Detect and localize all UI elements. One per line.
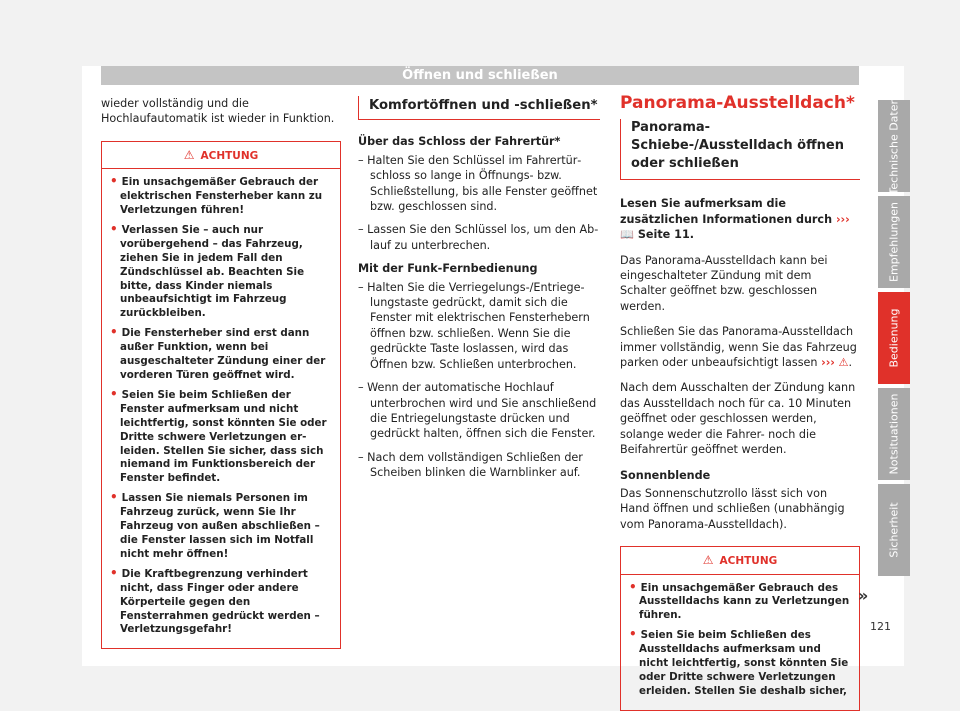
page-header: Öffnen und schließen (101, 66, 859, 85)
tab-technische-daten[interactable] (878, 97, 910, 195)
lead-text (620, 196, 860, 242)
section-title: Panorama-Schiebe-/Ausstelldach öffnen oder schließen (620, 119, 860, 180)
tab-label: Notsituationen (887, 393, 901, 475)
chapter-title: Panorama-Ausstelldach* (620, 93, 855, 113)
warning-item: • Seien Sie beim Schließen der Fenster aufmerksam und nicht leichtfertig, sonst könnten Sie oder Dritte schwere Verletzungen erleiden. Stellen Sie sicher, dass sich niemand im Funktionsbereich der Fenster befindet. (110, 388, 332, 486)
warning-triangle-icon: ⚠ (838, 356, 849, 370)
warning-item: • Lassen Sie niemals Personen im Fahrzeug zurück, wenn Sie Ihr Fahrzeug von außen abschließen – die Fenster lassen sich im Notfall nicht mehr öffnen! (110, 491, 332, 562)
warning-title: ACHTUNG (200, 149, 259, 162)
warning-item: • Die Fensterheber sind erst dann außer Funktion, wenn bei ausgeschalteter Zündung einer der vorderen Türen geöffnet wird. (110, 326, 332, 383)
warning-item: • Ein unsachgemäßer Gebrauch des Ausstelldachs kann zu Verletzungen führen. (629, 581, 851, 624)
section-title: Komfortöffnen und -schließen* (358, 96, 600, 120)
page-reference-link[interactable]: Seite 11. (637, 228, 694, 242)
column-middle (358, 96, 600, 489)
tab-notsituationen[interactable] (878, 388, 910, 480)
warning-list (621, 575, 859, 699)
warning-triangle-icon: ⚠ (702, 553, 714, 568)
tab-label: Technische Daten (887, 97, 901, 195)
tab-bedienung[interactable] (878, 292, 910, 384)
paragraph: Das Sonnenschutzrollo lässt sich von Hand öffnen und schließen (unabhängig vom Panorama-Ausstelldach). (620, 486, 845, 531)
column-right (620, 93, 860, 711)
warning-item: • Die Kraftbegrenzung verhindert nicht, dass Finger oder andere Körperteile gegen den Fensterrahmen gedrückt werden – Verletzungsgefahr! (110, 567, 332, 638)
chapter-tabs (878, 97, 910, 580)
warning-box (620, 546, 860, 711)
paragraph: Nach dem Ausschalten der Zündung kann das Ausstelldach noch für ca. 10 Minuten geöffnet oder geschlossen werden, solange weder die Fahrer- noch die Beifahrertür geöffnet werden. (620, 381, 856, 457)
book-icon: 📖 (620, 228, 634, 242)
paragraph: Das Panorama-Ausstelldach kann bei eingeschalteter Zündung mit dem Schalter geöffnet bzw. geschlossen werden. (620, 253, 828, 313)
tab-label: Bedienung (887, 308, 901, 368)
subheading: Sonnenblende (620, 468, 711, 482)
warning-box (101, 141, 341, 650)
step-item: – Wenn der automatische Hochlauf unterbrochen wird und Sie anschließend die Entriegelungstaste drücken und gedrückt halten, öffnen sich die Fenster. (358, 381, 597, 441)
warning-item: • Seien Sie beim Schließen des Ausstelldachs aufmerksam und nicht leichtfertig, sonst könnten Sie oder Dritte schwere Verletzungen erleiden. Stellen Sie deshalb sicher, (629, 628, 851, 699)
tab-label: Empfehlungen (887, 202, 901, 282)
continue-arrow-icon: » (858, 586, 869, 605)
tab-empfehlungen[interactable] (878, 196, 910, 288)
warning-triangle-icon: ⚠ (183, 147, 195, 162)
warning-title: ACHTUNG (719, 555, 778, 568)
step-item: – Nach dem vollständigen Schließen der Scheiben blinken die Warnblinker auf. (358, 450, 583, 480)
warning-header (621, 547, 859, 574)
paragraph: Schließen Sie das Panorama-Ausstelldach immer vollständig, wenn Sie das Fahrzeug parken oder unbeaufsichtigt lassen ››› ⚠. (620, 325, 857, 370)
reference-arrow-icon: ››› (835, 212, 850, 226)
tab-label: Sicherheit (887, 502, 901, 558)
paragraph-body: Schließen Sie das Panorama-Ausstelldach immer vollständig, wenn Sie das Fahrzeug parken oder unbeaufsichtigt lassen (620, 325, 857, 370)
warning-item: • Ein unsachgemäßer Gebrauch der elektrischen Fensterheber kann zu Verletzungen führen! (110, 175, 332, 218)
intro-text: wieder vollständig und die Hochlaufautomatik ist wieder in Funktion. (101, 97, 335, 126)
lead-text-body: Lesen Sie aufmerksam die zusätzlichen Informationen durch (620, 197, 833, 226)
subheading: Über das Schloss der Fahrertür* (358, 135, 561, 149)
column-left (101, 96, 341, 649)
step-item: – Halten Sie den Schlüssel im Fahrertürschloss so lange in Öffnungs- bzw. Schließstellung, bis alle Fenster geöffnet bzw. geschlossen sind. (358, 153, 598, 214)
page-number: 121 (870, 620, 891, 633)
step-item: – Halten Sie die Verriegelungs-/Entriegelungstaste gedrückt, damit sich die Fenster mit elektrischen Fensterhebern öffnen bzw. schließen. Wenn Sie die gedrückte Taste loslassen, wird das Öffnen bzw. Schließen unterbrochen. (358, 280, 590, 371)
warning-item: • Verlassen Sie – auch nur vorübergehend – das Fahrzeug, ziehen Sie in jedem Fall den Zündschlüssel ab. Beachten Sie bitte, dass Kinder niemals unbeaufsichtigt im Fahrzeug zurückbleiben. (110, 223, 332, 321)
subheading: Mit der Funk-Fernbedienung (358, 262, 538, 276)
warning-list (102, 169, 340, 637)
warning-header (102, 142, 340, 169)
reference-arrow-icon: ››› (821, 356, 835, 370)
tab-sicherheit[interactable] (878, 484, 910, 576)
step-item: – Lassen Sie den Schlüssel los, um den Ablauf zu unterbrechen. (358, 223, 599, 252)
